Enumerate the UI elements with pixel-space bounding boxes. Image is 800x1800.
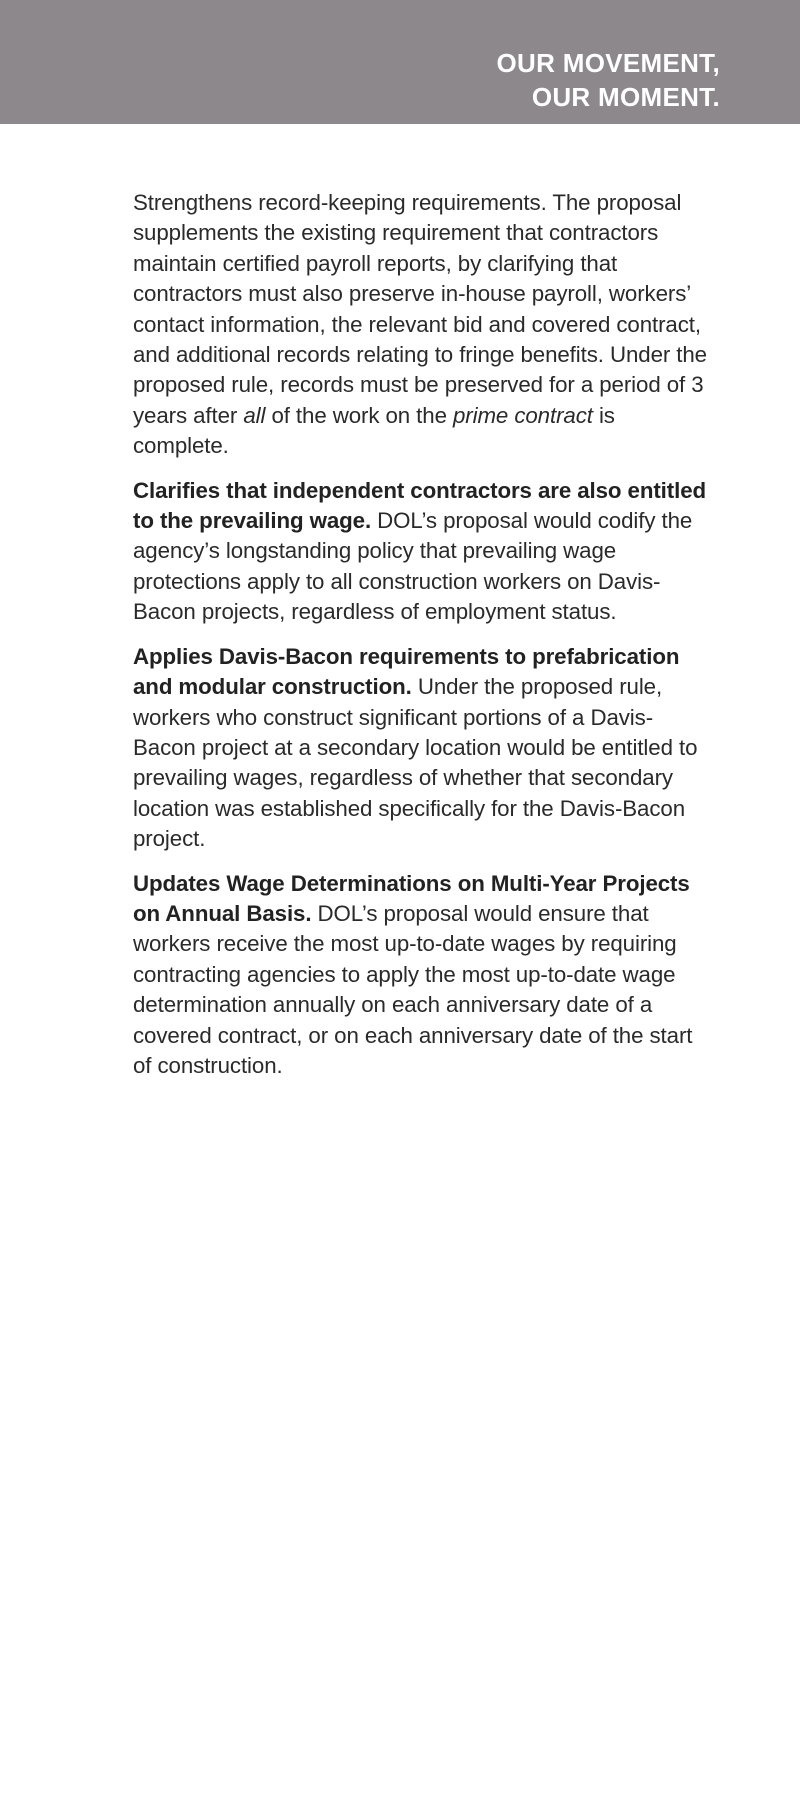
- header-title-line2: OUR MOMENT.: [531, 82, 720, 112]
- paragraph-text: Under the proposed rule, workers who construct significant portions of a Davis-Bacon project at a secondary location would be entitled to prevailing wages, regardless of whether that secondary location was established specifically for the Davis-Bacon project.: [133, 674, 698, 852]
- paragraph-text: Strengthens record-keeping requirements. The proposal supplements the existing requirement that contractors maintain certified payroll reports, by clarifying that contractors must also preserve in-house payroll, workers’ contact information, the relevant bid and covered contract, and additional records relating to fringe benefits. Under the proposed rule, records must be preserved for a period of 3 years after: [133, 190, 707, 428]
- header-band: [0, 0, 800, 124]
- main-content: [133, 188, 713, 1095]
- paragraph-text: of the work on the: [265, 402, 453, 428]
- emphasis-prime-contract: prime contract: [452, 402, 593, 428]
- paragraph-text: is complete.: [133, 402, 615, 459]
- paragraph-prefabrication: [133, 642, 713, 855]
- paragraph-heading: Clarifies that independent contractors are also entitled to the prevailing wage.: [133, 477, 707, 534]
- paragraph-heading: Applies Davis-Bacon requirements to prefabrication and modular construction.: [133, 643, 680, 700]
- paragraph-text: DOL’s proposal would codify the agency’s longstanding policy that prevailing wage protections apply to all construction workers on Davis-Bacon projects, regardless of employment status.: [133, 508, 693, 625]
- header-title-line1: OUR MOVEMENT,: [496, 48, 720, 78]
- header-title: [497, 46, 720, 114]
- emphasis-all: all: [243, 402, 266, 428]
- paragraph-independent-contractors: [133, 476, 713, 628]
- paragraph-wage-determinations: [133, 869, 713, 1082]
- paragraph-record-keeping: [133, 188, 713, 462]
- paragraph-text: DOL’s proposal would ensure that workers receive the most up-to-date wages by requiring contracting agencies to apply the most up-to-date wage determination annually on each anniversary date of a covered contract, or on each anniversary date of the start of construction.: [133, 900, 693, 1078]
- paragraph-heading: Updates Wage Determinations on Multi-Year Projects on Annual Basis.: [133, 870, 690, 926]
